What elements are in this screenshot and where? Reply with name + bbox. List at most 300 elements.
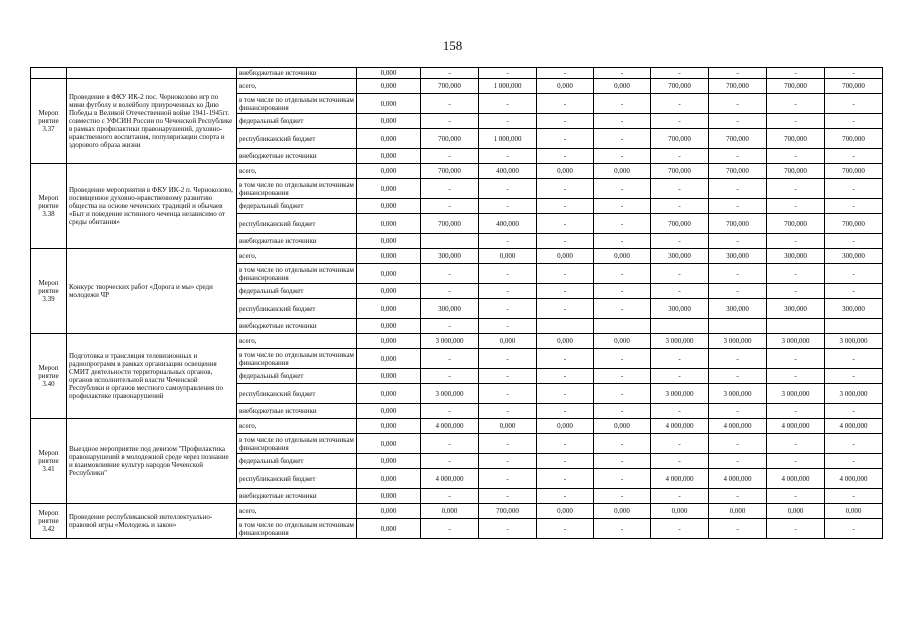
measure-code: Мероп риятие 3.37: [31, 79, 67, 164]
value-cell: 300,000: [651, 249, 709, 264]
value-cell: 0,000: [357, 94, 421, 114]
value-cell: -: [709, 68, 767, 79]
value-cell: -: [594, 264, 651, 284]
measure-name: Проведение республиканской интеллектуально-правовой игры «Молодежь и закон»: [67, 504, 237, 539]
value-cell: -: [825, 264, 883, 284]
value-cell: -: [594, 349, 651, 369]
source-cell: в том числе по отдельным источникам финансирования: [237, 519, 357, 539]
value-cell: 0,000: [651, 504, 709, 519]
page-number: 158: [442, 38, 463, 53]
table-row: [31, 334, 883, 349]
source-cell: республиканский бюджет: [237, 469, 357, 489]
value-cell: -: [421, 114, 479, 129]
measure-name-cell: [67, 68, 237, 79]
source-cell: всего,: [237, 164, 357, 179]
source-cell: внебюджетные источники: [237, 404, 357, 419]
value-cell: 700,000: [651, 164, 709, 179]
value-cell: 0,000: [709, 504, 767, 519]
value-cell: -: [709, 489, 767, 504]
value-cell: 0,000: [357, 264, 421, 284]
value-cell: 0,000: [357, 434, 421, 454]
value-cell: 0,000: [357, 129, 421, 149]
value-cell: 4 000,000: [767, 469, 825, 489]
measure-code: Мероп риятие 3.39: [31, 249, 67, 334]
value-cell: -: [767, 149, 825, 164]
value-cell: 0,000: [357, 284, 421, 299]
value-cell: -: [651, 369, 709, 384]
value-cell: 700,000: [767, 164, 825, 179]
measure-code: Мероп риятие 3.40: [31, 334, 67, 419]
value-cell: [537, 319, 594, 334]
value-cell: -: [651, 519, 709, 539]
value-cell: 0,000: [767, 504, 825, 519]
value-cell: 0,000: [357, 199, 421, 214]
value-cell: 4 000,000: [421, 419, 479, 434]
measure-code: Мероп риятие 3.42: [31, 504, 67, 539]
value-cell: [651, 319, 709, 334]
value-cell: 700,000: [825, 79, 883, 94]
measure-name: Подготовка и трансляция телевизионных и радиопрограмм в рамках организации освещения СМИТ деятельности территориальных органов, органов исполнительной власти Чеченской Республики и органов местного самоуправления по профилактике правонарушений: [67, 334, 237, 419]
value-cell: -: [479, 384, 537, 404]
value-cell: 4 000,000: [421, 469, 479, 489]
value-cell: -: [479, 349, 537, 369]
source-cell: всего,: [237, 334, 357, 349]
source-cell: федеральный бюджет: [237, 199, 357, 214]
value-cell: -: [594, 129, 651, 149]
value-cell: 4 000,000: [767, 419, 825, 434]
value-cell: -: [421, 284, 479, 299]
value-cell: -: [479, 404, 537, 419]
source-cell: внебюджетные источники: [237, 319, 357, 334]
measure-code: Мероп риятие 3.38: [31, 164, 67, 249]
value-cell: 0,000: [479, 249, 537, 264]
value-cell: -: [594, 94, 651, 114]
value-cell: -: [479, 519, 537, 539]
measure-name: Выездное мероприятие под девизом "Профилактика правонарушений в молодежной среде через познание и взаимовлияние культур народов Чеченской Республики": [67, 419, 237, 504]
value-cell: 300,000: [709, 249, 767, 264]
source-cell: в том числе по отдельным источникам финансирования: [237, 179, 357, 199]
value-cell: 300,000: [651, 299, 709, 319]
value-cell: 0,000: [357, 79, 421, 94]
table-row: [31, 419, 883, 434]
value-cell: -: [767, 264, 825, 284]
value-cell: 0,000: [825, 504, 883, 519]
measure-name: Конкурс творческих работ «Дорога и мы» среди молодежи ЧР: [67, 249, 237, 334]
source-cell: в том числе по отдельным источникам финансирования: [237, 94, 357, 114]
value-cell: [825, 319, 883, 334]
value-cell: 0,000: [479, 334, 537, 349]
value-cell: -: [537, 454, 594, 469]
value-cell: 0,000: [479, 419, 537, 434]
source-cell: федеральный бюджет: [237, 284, 357, 299]
value-cell: -: [537, 129, 594, 149]
value-cell: 0,000: [537, 419, 594, 434]
value-cell: 700,000: [651, 79, 709, 94]
value-cell: -: [594, 489, 651, 504]
value-cell: -: [767, 519, 825, 539]
value-cell: -: [709, 234, 767, 249]
value-cell: 0,000: [357, 504, 421, 519]
value-cell: -: [421, 489, 479, 504]
value-cell: -: [651, 94, 709, 114]
value-cell: 700,000: [421, 79, 479, 94]
value-cell: 700,000: [709, 214, 767, 234]
value-cell: 0,000: [357, 164, 421, 179]
value-cell: 0,000: [594, 419, 651, 434]
value-cell: -: [479, 454, 537, 469]
value-cell: 3 000,000: [709, 334, 767, 349]
source-cell: внебюджетные источники: [237, 489, 357, 504]
value-cell: -: [537, 489, 594, 504]
value-cell: -: [825, 369, 883, 384]
source-cell: всего,: [237, 249, 357, 264]
source-cell: в том числе по отдельным источникам финансирования: [237, 349, 357, 369]
value-cell: 0,000: [594, 249, 651, 264]
value-cell: -: [594, 434, 651, 454]
value-cell: -: [709, 349, 767, 369]
value-cell: -: [651, 454, 709, 469]
value-cell: -: [421, 519, 479, 539]
value-cell: -: [709, 149, 767, 164]
value-cell: -: [709, 284, 767, 299]
value-cell: -: [594, 199, 651, 214]
source-cell: республиканский бюджет: [237, 214, 357, 234]
value-cell: -: [825, 454, 883, 469]
value-cell: 0,000: [357, 319, 421, 334]
source-cell: федеральный бюджет: [237, 114, 357, 129]
measure-name: Проведение мероприятия в ФКУ ИК-2 п. Чернокозово, посвященное духовно-нравственному развитию общества на основе чеченских традиций и обычаев «Быт и поведение истинного чеченца независимо от среды обитания»: [67, 164, 237, 249]
value-cell: -: [479, 179, 537, 199]
value-cell: -: [825, 94, 883, 114]
value-cell: -: [594, 469, 651, 489]
value-cell: -: [537, 264, 594, 284]
value-cell: 0,000: [357, 469, 421, 489]
value-cell: [421, 234, 479, 249]
value-cell: -: [651, 404, 709, 419]
value-cell: 0,000: [357, 234, 421, 249]
value-cell: -: [594, 369, 651, 384]
value-cell: 300,000: [421, 249, 479, 264]
value-cell: 3 000,000: [825, 334, 883, 349]
value-cell: 0,000: [357, 454, 421, 469]
value-cell: 4 000,000: [709, 469, 767, 489]
value-cell: -: [537, 519, 594, 539]
value-cell: -: [709, 199, 767, 214]
value-cell: -: [537, 434, 594, 454]
value-cell: 700,000: [825, 164, 883, 179]
value-cell: -: [421, 179, 479, 199]
value-cell: -: [825, 234, 883, 249]
value-cell: -: [825, 284, 883, 299]
table-body: [31, 68, 883, 539]
value-cell: -: [767, 114, 825, 129]
value-cell: 0,000: [357, 349, 421, 369]
value-cell: -: [651, 264, 709, 284]
value-cell: -: [594, 68, 651, 79]
value-cell: -: [479, 434, 537, 454]
value-cell: 0,000: [357, 68, 421, 79]
value-cell: 0,000: [537, 79, 594, 94]
value-cell: 0,000: [357, 419, 421, 434]
value-cell: -: [825, 179, 883, 199]
value-cell: -: [479, 114, 537, 129]
value-cell: -: [479, 199, 537, 214]
value-cell: -: [767, 404, 825, 419]
value-cell: -: [479, 299, 537, 319]
value-cell: -: [767, 179, 825, 199]
value-cell: -: [825, 434, 883, 454]
value-cell: 0,000: [421, 504, 479, 519]
value-cell: -: [537, 199, 594, 214]
table-row: [31, 249, 883, 264]
value-cell: -: [767, 284, 825, 299]
value-cell: 0,000: [357, 519, 421, 539]
value-cell: 3 000,000: [651, 334, 709, 349]
value-cell: 0,000: [594, 79, 651, 94]
value-cell: -: [421, 94, 479, 114]
value-cell: 4 000,000: [651, 419, 709, 434]
value-cell: 4 000,000: [825, 469, 883, 489]
value-cell: 300,000: [709, 299, 767, 319]
value-cell: -: [767, 234, 825, 249]
value-cell: 300,000: [767, 249, 825, 264]
value-cell: 700,000: [767, 129, 825, 149]
value-cell: -: [479, 234, 537, 249]
source-cell: республиканский бюджет: [237, 384, 357, 404]
value-cell: -: [537, 404, 594, 419]
value-cell: 0,000: [357, 179, 421, 199]
value-cell: -: [537, 234, 594, 249]
value-cell: -: [709, 369, 767, 384]
value-cell: -: [767, 369, 825, 384]
source-cell: республиканский бюджет: [237, 129, 357, 149]
value-cell: 700,000: [651, 214, 709, 234]
value-cell: -: [767, 68, 825, 79]
table-row: [31, 79, 883, 94]
value-cell: -: [537, 299, 594, 319]
value-cell: 700,000: [709, 164, 767, 179]
source-cell: федеральный бюджет: [237, 369, 357, 384]
value-cell: -: [651, 489, 709, 504]
value-cell: -: [421, 264, 479, 284]
value-cell: -: [825, 114, 883, 129]
value-cell: -: [709, 114, 767, 129]
value-cell: 300,000: [825, 299, 883, 319]
value-cell: -: [594, 114, 651, 129]
value-cell: 4 000,000: [651, 469, 709, 489]
value-cell: -: [767, 454, 825, 469]
value-cell: 400,000: [479, 214, 537, 234]
value-cell: -: [421, 349, 479, 369]
measure-code-cell: [31, 68, 67, 79]
source-cell: федеральный бюджет: [237, 454, 357, 469]
value-cell: 700,000: [651, 129, 709, 149]
value-cell: -: [537, 179, 594, 199]
value-cell: 0,000: [594, 334, 651, 349]
value-cell: -: [825, 519, 883, 539]
value-cell: -: [421, 149, 479, 164]
value-cell: -: [537, 369, 594, 384]
value-cell: -: [537, 149, 594, 164]
value-cell: 0,000: [357, 149, 421, 164]
value-cell: -: [651, 434, 709, 454]
value-cell: -: [767, 349, 825, 369]
value-cell: -: [767, 489, 825, 504]
value-cell: -: [767, 94, 825, 114]
value-cell: 0,000: [357, 114, 421, 129]
value-cell: -: [421, 319, 479, 334]
value-cell: -: [537, 469, 594, 489]
value-cell: -: [537, 349, 594, 369]
value-cell: 0,000: [357, 384, 421, 404]
value-cell: -: [537, 68, 594, 79]
value-cell: -: [537, 114, 594, 129]
value-cell: -: [421, 369, 479, 384]
value-cell: -: [479, 94, 537, 114]
value-cell: -: [537, 94, 594, 114]
value-cell: 300,000: [825, 249, 883, 264]
value-cell: -: [421, 454, 479, 469]
value-cell: 700,000: [825, 129, 883, 149]
value-cell: 3 000,000: [709, 384, 767, 404]
value-cell: 700,000: [421, 164, 479, 179]
value-cell: -: [594, 284, 651, 299]
value-cell: 3 000,000: [825, 384, 883, 404]
value-cell: 0,000: [357, 214, 421, 234]
value-cell: -: [537, 214, 594, 234]
value-cell: 700,000: [421, 214, 479, 234]
value-cell: -: [479, 284, 537, 299]
value-cell: 400,000: [479, 164, 537, 179]
source-cell: всего,: [237, 419, 357, 434]
value-cell: -: [594, 214, 651, 234]
value-cell: 700,000: [479, 504, 537, 519]
value-cell: -: [479, 149, 537, 164]
value-cell: -: [767, 434, 825, 454]
value-cell: -: [651, 199, 709, 214]
value-cell: 700,000: [709, 79, 767, 94]
value-cell: -: [767, 199, 825, 214]
value-cell: -: [594, 384, 651, 404]
source-cell: всего,: [237, 79, 357, 94]
source-cell: в том числе по отдельным источникам финансирования: [237, 264, 357, 284]
value-cell: -: [825, 68, 883, 79]
value-cell: 3 000,000: [651, 384, 709, 404]
value-cell: -: [651, 349, 709, 369]
value-cell: 3 000,000: [767, 384, 825, 404]
value-cell: -: [709, 179, 767, 199]
value-cell: -: [709, 519, 767, 539]
value-cell: -: [651, 114, 709, 129]
value-cell: -: [594, 149, 651, 164]
value-cell: 0,000: [594, 504, 651, 519]
value-cell: -: [479, 369, 537, 384]
table-row: [31, 164, 883, 179]
value-cell: -: [709, 404, 767, 419]
value-cell: -: [537, 284, 594, 299]
value-cell: 700,000: [767, 79, 825, 94]
value-cell: 0,000: [357, 249, 421, 264]
value-cell: 4 000,000: [825, 419, 883, 434]
value-cell: 300,000: [767, 299, 825, 319]
value-cell: -: [825, 199, 883, 214]
value-cell: 0,000: [357, 489, 421, 504]
value-cell: [594, 319, 651, 334]
value-cell: -: [479, 489, 537, 504]
value-cell: -: [479, 68, 537, 79]
value-cell: -: [709, 264, 767, 284]
value-cell: -: [594, 519, 651, 539]
value-cell: 0,000: [594, 164, 651, 179]
measure-name: Проведение в ФКУ ИК-2 пос. Чернокозово игр по мини футболу и волейболу приуроченных ко Дню Победы в Великой Отечественной войне 1941-1945гг. совместно с УФСИН России по Чеченской Республике в рамках профилактики правонарушений, духовно-нравственного воспитания, популяризации спорта и здорового образа жизни: [67, 79, 237, 164]
value-cell: 300,000: [421, 299, 479, 319]
value-cell: -: [537, 384, 594, 404]
source-cell: всего,: [237, 504, 357, 519]
value-cell: -: [594, 454, 651, 469]
value-cell: -: [825, 404, 883, 419]
value-cell: 700,000: [421, 129, 479, 149]
value-cell: -: [594, 299, 651, 319]
value-cell: 700,000: [709, 129, 767, 149]
value-cell: 0,000: [357, 369, 421, 384]
value-cell: -: [421, 199, 479, 214]
value-cell: 0,000: [357, 404, 421, 419]
value-cell: 1 000,000: [479, 129, 537, 149]
value-cell: 700,000: [825, 214, 883, 234]
value-cell: [709, 319, 767, 334]
source-cell: республиканский бюджет: [237, 299, 357, 319]
value-cell: 0,000: [357, 299, 421, 319]
value-cell: 0,000: [537, 334, 594, 349]
value-cell: 3 000,000: [421, 384, 479, 404]
value-cell: -: [479, 469, 537, 489]
value-cell: 3 000,000: [767, 334, 825, 349]
source-cell: в том числе по отдельным источникам финансирования: [237, 434, 357, 454]
value-cell: -: [479, 264, 537, 284]
measure-code: Мероп риятие 3.41: [31, 419, 67, 504]
source-cell: внебюджетные источники: [237, 234, 357, 249]
value-cell: 0,000: [537, 504, 594, 519]
value-cell: -: [651, 234, 709, 249]
value-cell: -: [479, 319, 537, 334]
value-cell: 0,000: [357, 334, 421, 349]
table-row: [31, 68, 883, 79]
value-cell: 3 000,000: [421, 334, 479, 349]
value-cell: -: [709, 434, 767, 454]
value-cell: -: [709, 94, 767, 114]
value-cell: -: [421, 68, 479, 79]
value-cell: -: [594, 234, 651, 249]
value-cell: 0,000: [537, 164, 594, 179]
source-cell: внебюджетные источники: [237, 149, 357, 164]
value-cell: 0,000: [537, 249, 594, 264]
value-cell: -: [651, 68, 709, 79]
value-cell: -: [651, 284, 709, 299]
value-cell: 4 000,000: [709, 419, 767, 434]
source-cell: внебюджетные источники: [237, 68, 357, 79]
table-row: [31, 504, 883, 519]
value-cell: -: [594, 179, 651, 199]
value-cell: -: [825, 149, 883, 164]
value-cell: -: [421, 404, 479, 419]
value-cell: -: [825, 489, 883, 504]
value-cell: -: [594, 404, 651, 419]
value-cell: -: [421, 434, 479, 454]
value-cell: -: [651, 149, 709, 164]
value-cell: 1 000,000: [479, 79, 537, 94]
value-cell: -: [651, 179, 709, 199]
budget-table: [30, 67, 883, 539]
